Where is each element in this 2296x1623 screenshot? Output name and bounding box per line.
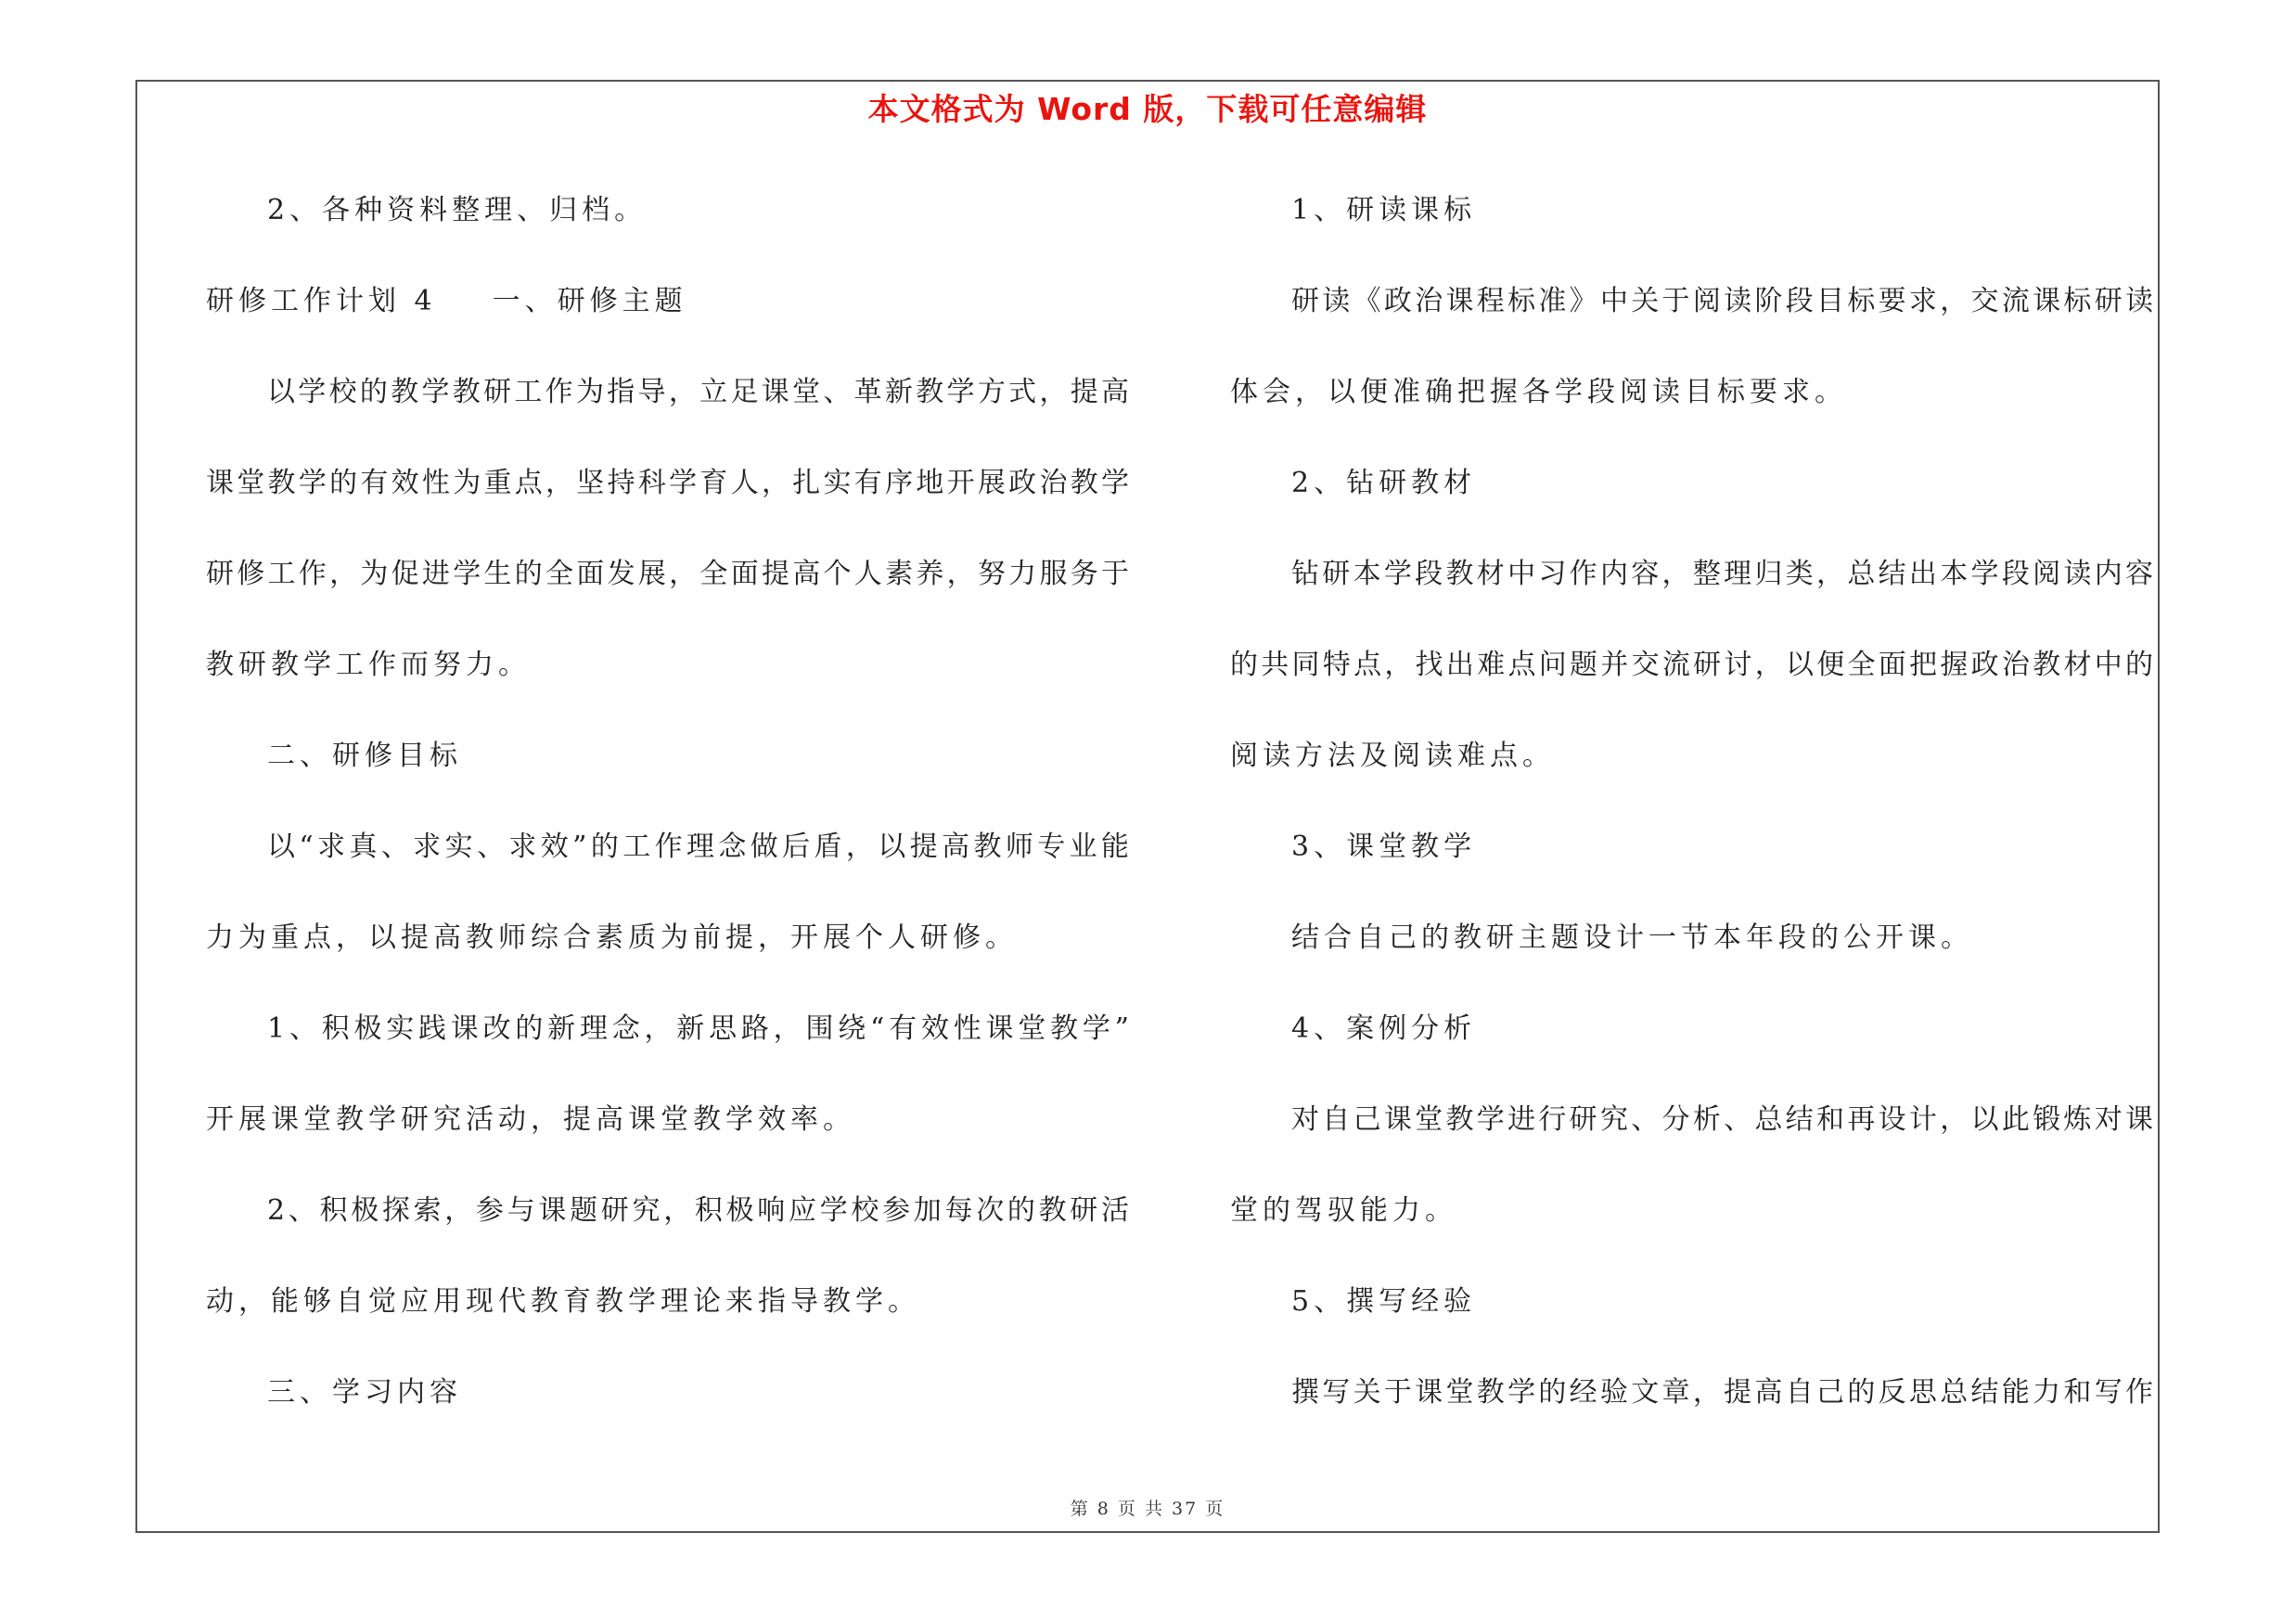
- paragraph-line: 的共同特点，找出难点问题并交流研讨，以便全面把握政治教材中的: [1230, 649, 2153, 681]
- paragraph-line: 撰写关于课堂教学的经验文章，提高自己的反思总结能力和写作: [1291, 1376, 2153, 1409]
- paragraph-line: 体会，以便准确把握各学段阅读目标要求。: [1230, 376, 1847, 408]
- paragraph-line: 动，能够自觉应用现代教育教学理论来指导教学。: [206, 1285, 920, 1318]
- page-number: 第 8 页 共 37 页: [1070, 1499, 1225, 1519]
- subsection-heading: 2、钻研教材: [1291, 467, 1477, 499]
- subsection-heading: 1、研读课标: [1291, 194, 1477, 226]
- right-column: [1230, 165, 2153, 1438]
- left-column: [206, 165, 1129, 1438]
- paragraph-line: 以“求真、求实、求效”的工作理念做后盾，以提高教师专业能: [267, 831, 1129, 863]
- section-heading: 三、学习内容: [267, 1376, 462, 1409]
- paragraph-line: 研修工作，为促进学生的全面发展，全面提高个人素养，努力服务于: [206, 558, 1129, 590]
- paragraph-line: 堂的驾驭能力。: [1230, 1194, 1457, 1227]
- section-heading-line: [206, 256, 1129, 347]
- paragraph-line: 结合自己的教研主题设计一节本年段的公开课。: [1291, 921, 1973, 954]
- format-notice-banner: 本文格式为 Word 版，下载可任意编辑: [867, 91, 1428, 127]
- plan-title: 研修工作计划 4: [206, 285, 437, 317]
- paragraph-line: 2、积极探索，参与课题研究，积极响应学校参加每次的教研活: [267, 1194, 1129, 1227]
- section-heading: 二、研修目标: [267, 740, 462, 772]
- paragraph-line: 课堂教学的有效性为重点，坚持科学育人，扎实有序地开展政治教学: [206, 467, 1129, 499]
- paragraph-line: 研读《政治课程标准》中关于阅读阶段目标要求，交流课标研读: [1291, 285, 2153, 317]
- subsection-heading: 5、撰写经验: [1291, 1285, 1477, 1318]
- section-heading: 一、研修主题: [492, 285, 687, 317]
- paragraph-line: 力为重点，以提高教师综合素质为前提，开展个人研修。: [206, 921, 1018, 954]
- paragraph-line: 阅读方法及阅读难点。: [1230, 740, 1555, 772]
- paragraph-line: 教研教学工作而努力。: [206, 649, 531, 681]
- subsection-heading: 4、案例分析: [1291, 1012, 1477, 1045]
- paragraph-line: 开展课堂教学研究活动，提高课堂教学效率。: [206, 1103, 855, 1136]
- paragraph-line: 2、各种资料整理、归档。: [267, 194, 648, 226]
- paragraph-line: 1、积极实践课改的新理念，新思路，围绕“有效性课堂教学”: [267, 1012, 1129, 1045]
- paragraph-line: 以学校的教学教研工作为指导，立足课堂、革新教学方式，提高: [267, 376, 1129, 408]
- subsection-heading: 3、课堂教学: [1291, 831, 1477, 863]
- paragraph-line: 钻研本学段教材中习作内容，整理归类，总结出本学段阅读内容: [1291, 558, 2153, 590]
- paragraph-line: 对自己课堂教学进行研究、分析、总结和再设计，以此锻炼对课: [1291, 1103, 2153, 1136]
